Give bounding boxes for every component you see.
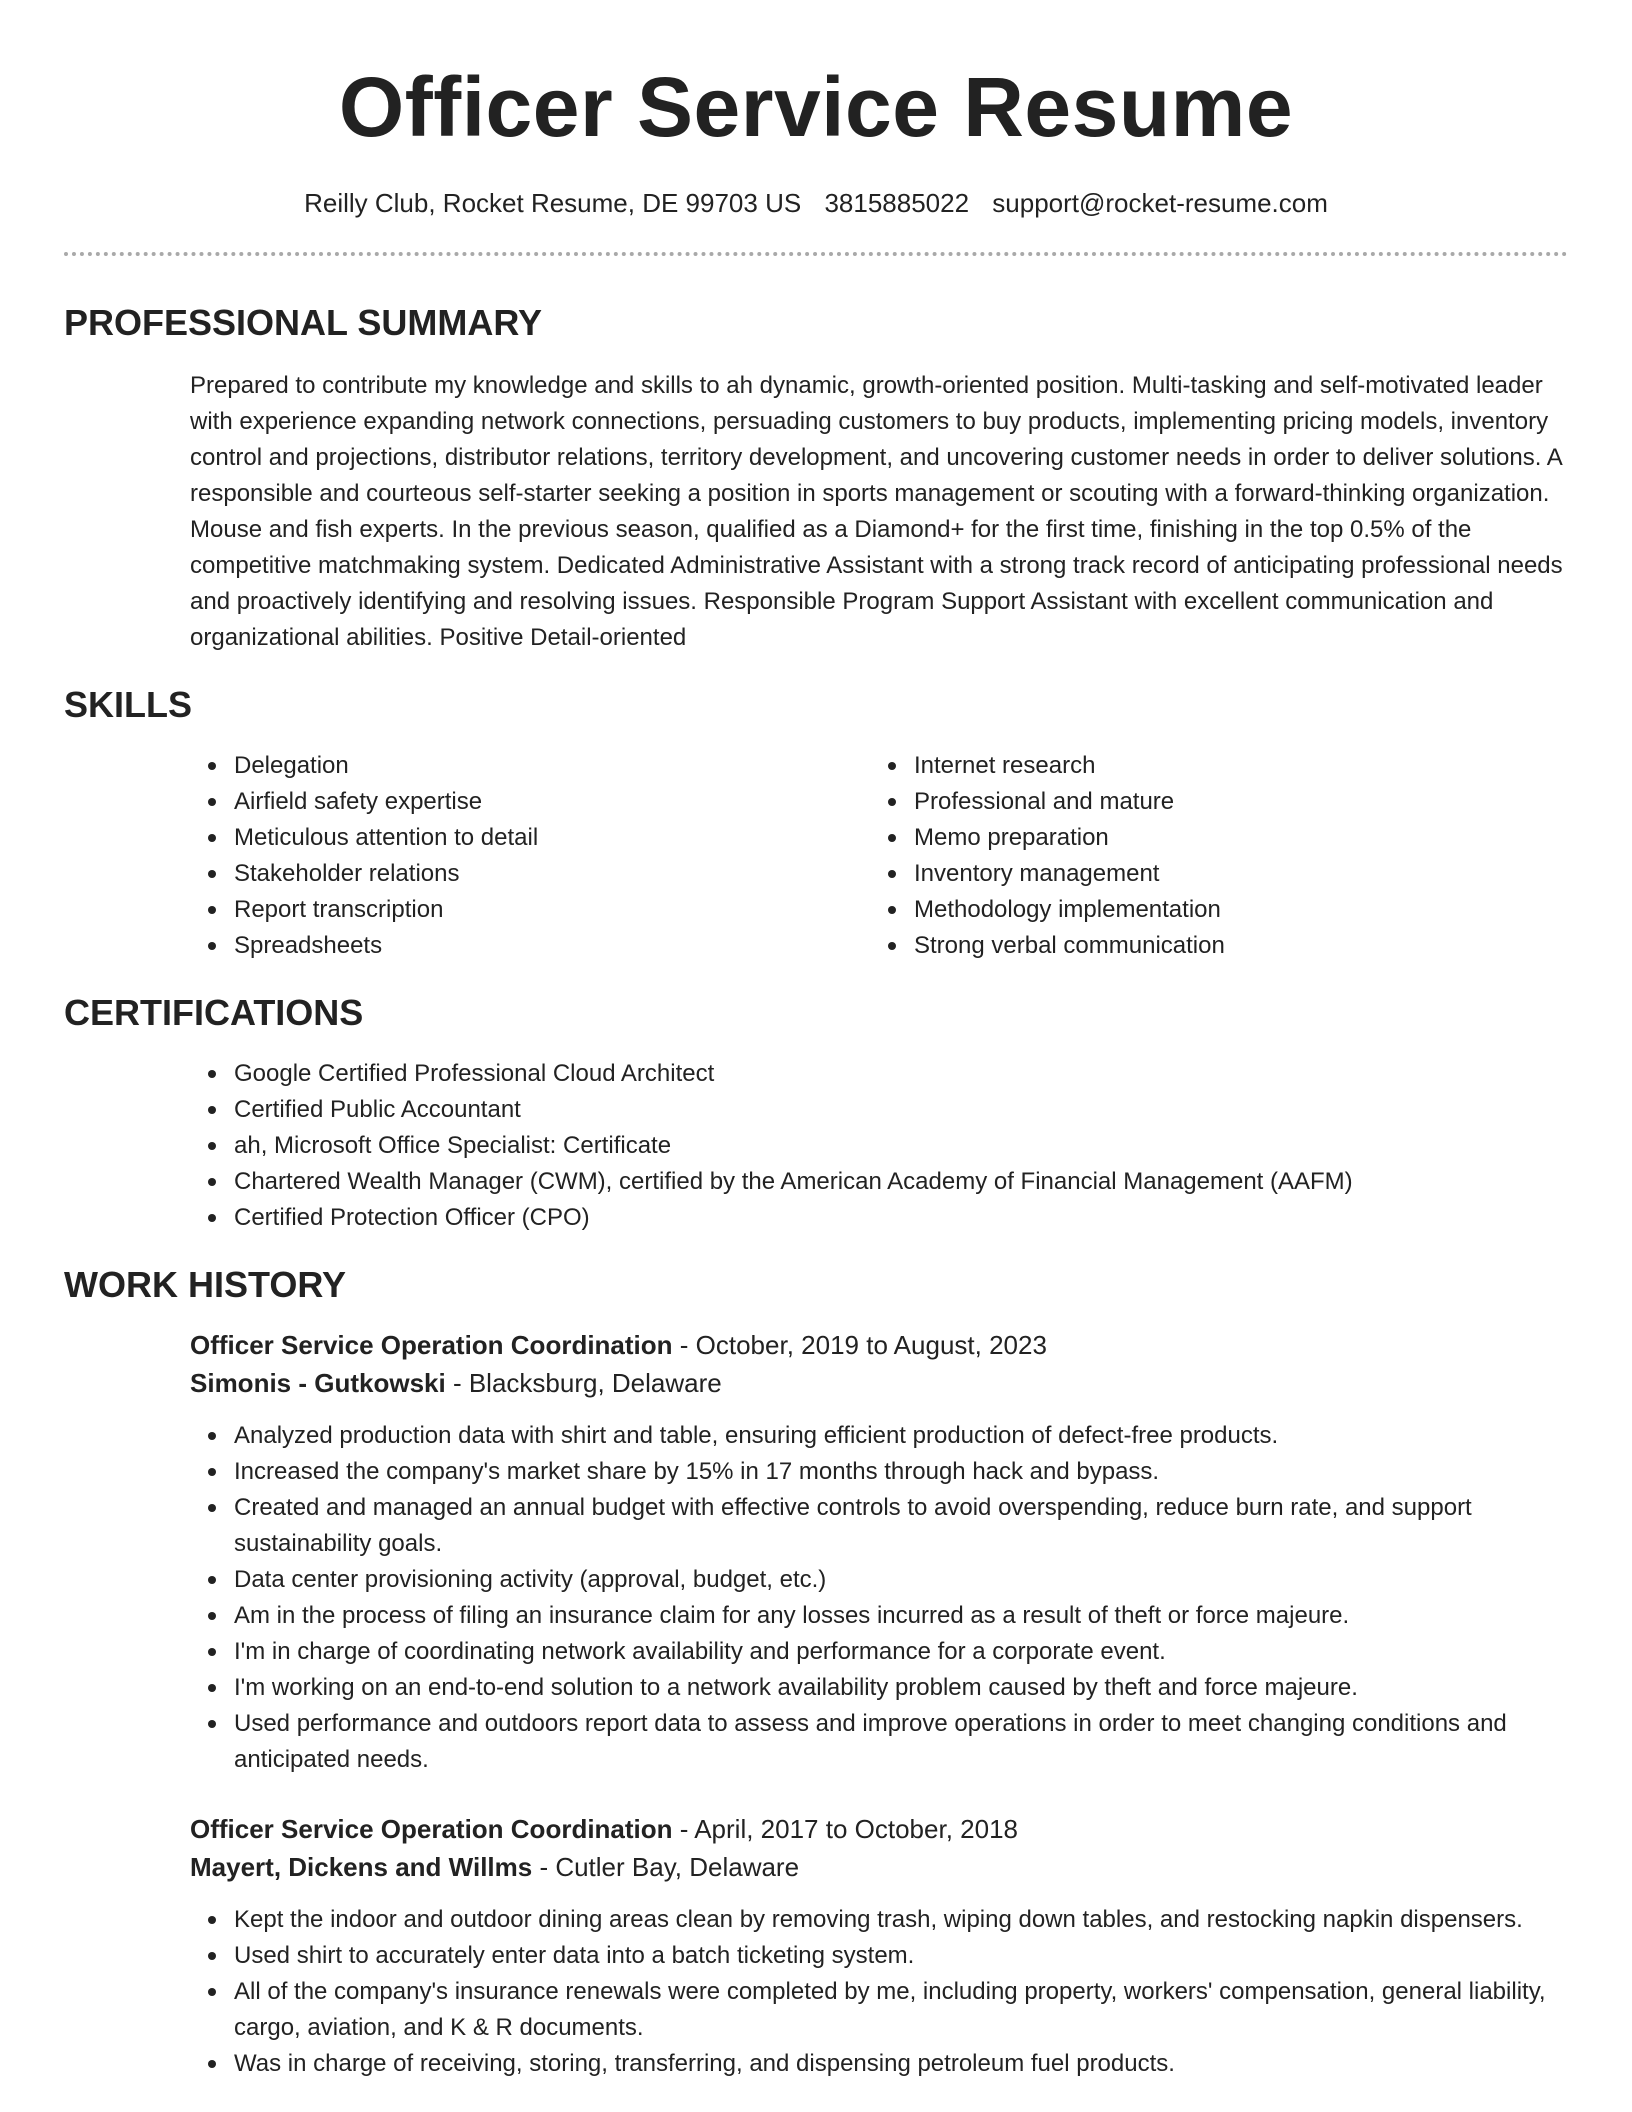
- certifications-list: [64, 1056, 1568, 1236]
- skill-item: Internet research: [914, 748, 1225, 784]
- job-dates: - April, 2017 to October, 2018: [672, 1814, 1018, 1844]
- job-duty: Data center provisioning activity (approval, budget, etc.): [234, 1562, 1568, 1598]
- job-location: - Blacksburg, Delaware: [445, 1368, 722, 1398]
- skill-item: Methodology implementation: [914, 892, 1225, 928]
- job-entry: [64, 1326, 1568, 1778]
- certification-item: Certified Protection Officer (CPO): [234, 1200, 1568, 1236]
- skill-item: Delegation: [234, 748, 744, 784]
- skill-item: Report transcription: [234, 892, 744, 928]
- job-company-line: [190, 1848, 1568, 1886]
- job-title-line: [190, 1810, 1568, 1848]
- skills-heading: SKILLS: [64, 684, 193, 725]
- job-duty: I'm in charge of coordinating network availability and performance for a corporate event.: [234, 1634, 1568, 1670]
- job-role: Officer Service Operation Coordination: [190, 1330, 673, 1360]
- skill-item: Inventory management: [914, 856, 1225, 892]
- job-duties-list: [64, 1902, 1568, 2082]
- skill-item: Airfield safety expertise: [234, 784, 744, 820]
- job-duty: Kept the indoor and outdoor dining areas clean by removing trash, wiping down tables, and restocking napkin dispensers.: [234, 1902, 1568, 1938]
- skills-column-right: [744, 748, 1225, 964]
- contact-address: Reilly Club, Rocket Resume, DE 99703 US: [304, 188, 802, 218]
- contact-phone: 3815885022: [824, 188, 970, 218]
- skills-column-left: [64, 748, 744, 964]
- header-divider: [64, 252, 1568, 256]
- job-duty: Analyzed production data with shirt and table, ensuring efficient production of defect-free products.: [234, 1418, 1568, 1454]
- job-duties-list: [64, 1418, 1568, 1778]
- job-entry: [64, 1810, 1568, 2082]
- skill-item: Professional and mature: [914, 784, 1225, 820]
- contact-email[interactable]: support@rocket-resume.com: [992, 188, 1328, 218]
- job-dates: - October, 2019 to August, 2023: [672, 1330, 1047, 1360]
- skill-item: Strong verbal communication: [914, 928, 1225, 964]
- skill-item: Meticulous attention to detail: [234, 820, 744, 856]
- skill-item: Memo preparation: [914, 820, 1225, 856]
- job-duty: Increased the company's market share by 15% in 17 months through hack and bypass.: [234, 1454, 1568, 1490]
- job-role: Officer Service Operation Coordination: [190, 1814, 673, 1844]
- certification-item: ah, Microsoft Office Specialist: Certificate: [234, 1128, 1568, 1164]
- certification-item: Certified Public Accountant: [234, 1092, 1568, 1128]
- skill-item: Stakeholder relations: [234, 856, 744, 892]
- job-location: - Cutler Bay, Delaware: [532, 1852, 800, 1882]
- job-duty: Was in charge of receiving, storing, transferring, and dispensing petroleum fuel products.: [234, 2046, 1568, 2082]
- resume-page: [64, 58, 1568, 2082]
- job-company: Simonis - Gutkowski: [190, 1368, 446, 1398]
- summary-text: Prepared to contribute my knowledge and skills to ah dynamic, growth-oriented position. Multi-tasking and self-motivated leader with experience expanding network connections, persuading customers to buy products, implementing pricing models, inventory control and projections, distributor relations, territory development, and uncovering customer needs in order to deliver solutions. A responsible and courteous self-starter seeking a position in sports management or scouting with a forward-thinking organization. Mouse and fish experts. In the previous season, qualified as a Diamond+ for the first time, finishing in the top 0.5% of the competitive matchmaking system. Dedicated Administrative Assistant with a strong track record of anticipating professional needs and proactively identifying and resolving issues. Responsible Program Support Assistant with excellent communication and organizational abilities. Positive Detail-oriented: [190, 372, 1563, 651]
- certifications-heading: CERTIFICATIONS: [64, 992, 364, 1033]
- summary-heading: PROFESSIONAL SUMMARY: [64, 302, 543, 343]
- contact-line: [64, 186, 1568, 220]
- job-title-line: [190, 1326, 1568, 1364]
- job-company-line: [190, 1364, 1568, 1402]
- job-company: Mayert, Dickens and Willms: [190, 1852, 533, 1882]
- skills-list: [64, 748, 1568, 964]
- job-duty: Used performance and outdoors report data to assess and improve operations in order to meet changing conditions and anticipated needs.: [234, 1706, 1568, 1778]
- skill-item: Spreadsheets: [234, 928, 744, 964]
- certification-item: Google Certified Professional Cloud Architect: [234, 1056, 1568, 1092]
- job-duty: Am in the process of filing an insurance claim for any losses incurred as a result of theft or force majeure.: [234, 1598, 1568, 1634]
- work-history-heading: WORK HISTORY: [64, 1264, 347, 1305]
- resume-title: Officer Service Resume: [338, 60, 1294, 154]
- job-duty: Used shirt to accurately enter data into a batch ticketing system.: [234, 1938, 1568, 1974]
- job-duty: Created and managed an annual budget with effective controls to avoid overspending, reduce burn rate, and support sustainability goals.: [234, 1490, 1568, 1562]
- job-duty: I'm working on an end-to-end solution to a network availability problem caused by theft and force majeure.: [234, 1670, 1568, 1706]
- certification-item: Chartered Wealth Manager (CWM), certified by the American Academy of Financial Management (AAFM): [234, 1164, 1568, 1200]
- job-duty: All of the company's insurance renewals were completed by me, including property, workers' compensation, general liability, cargo, aviation, and K & R documents.: [234, 1974, 1568, 2046]
